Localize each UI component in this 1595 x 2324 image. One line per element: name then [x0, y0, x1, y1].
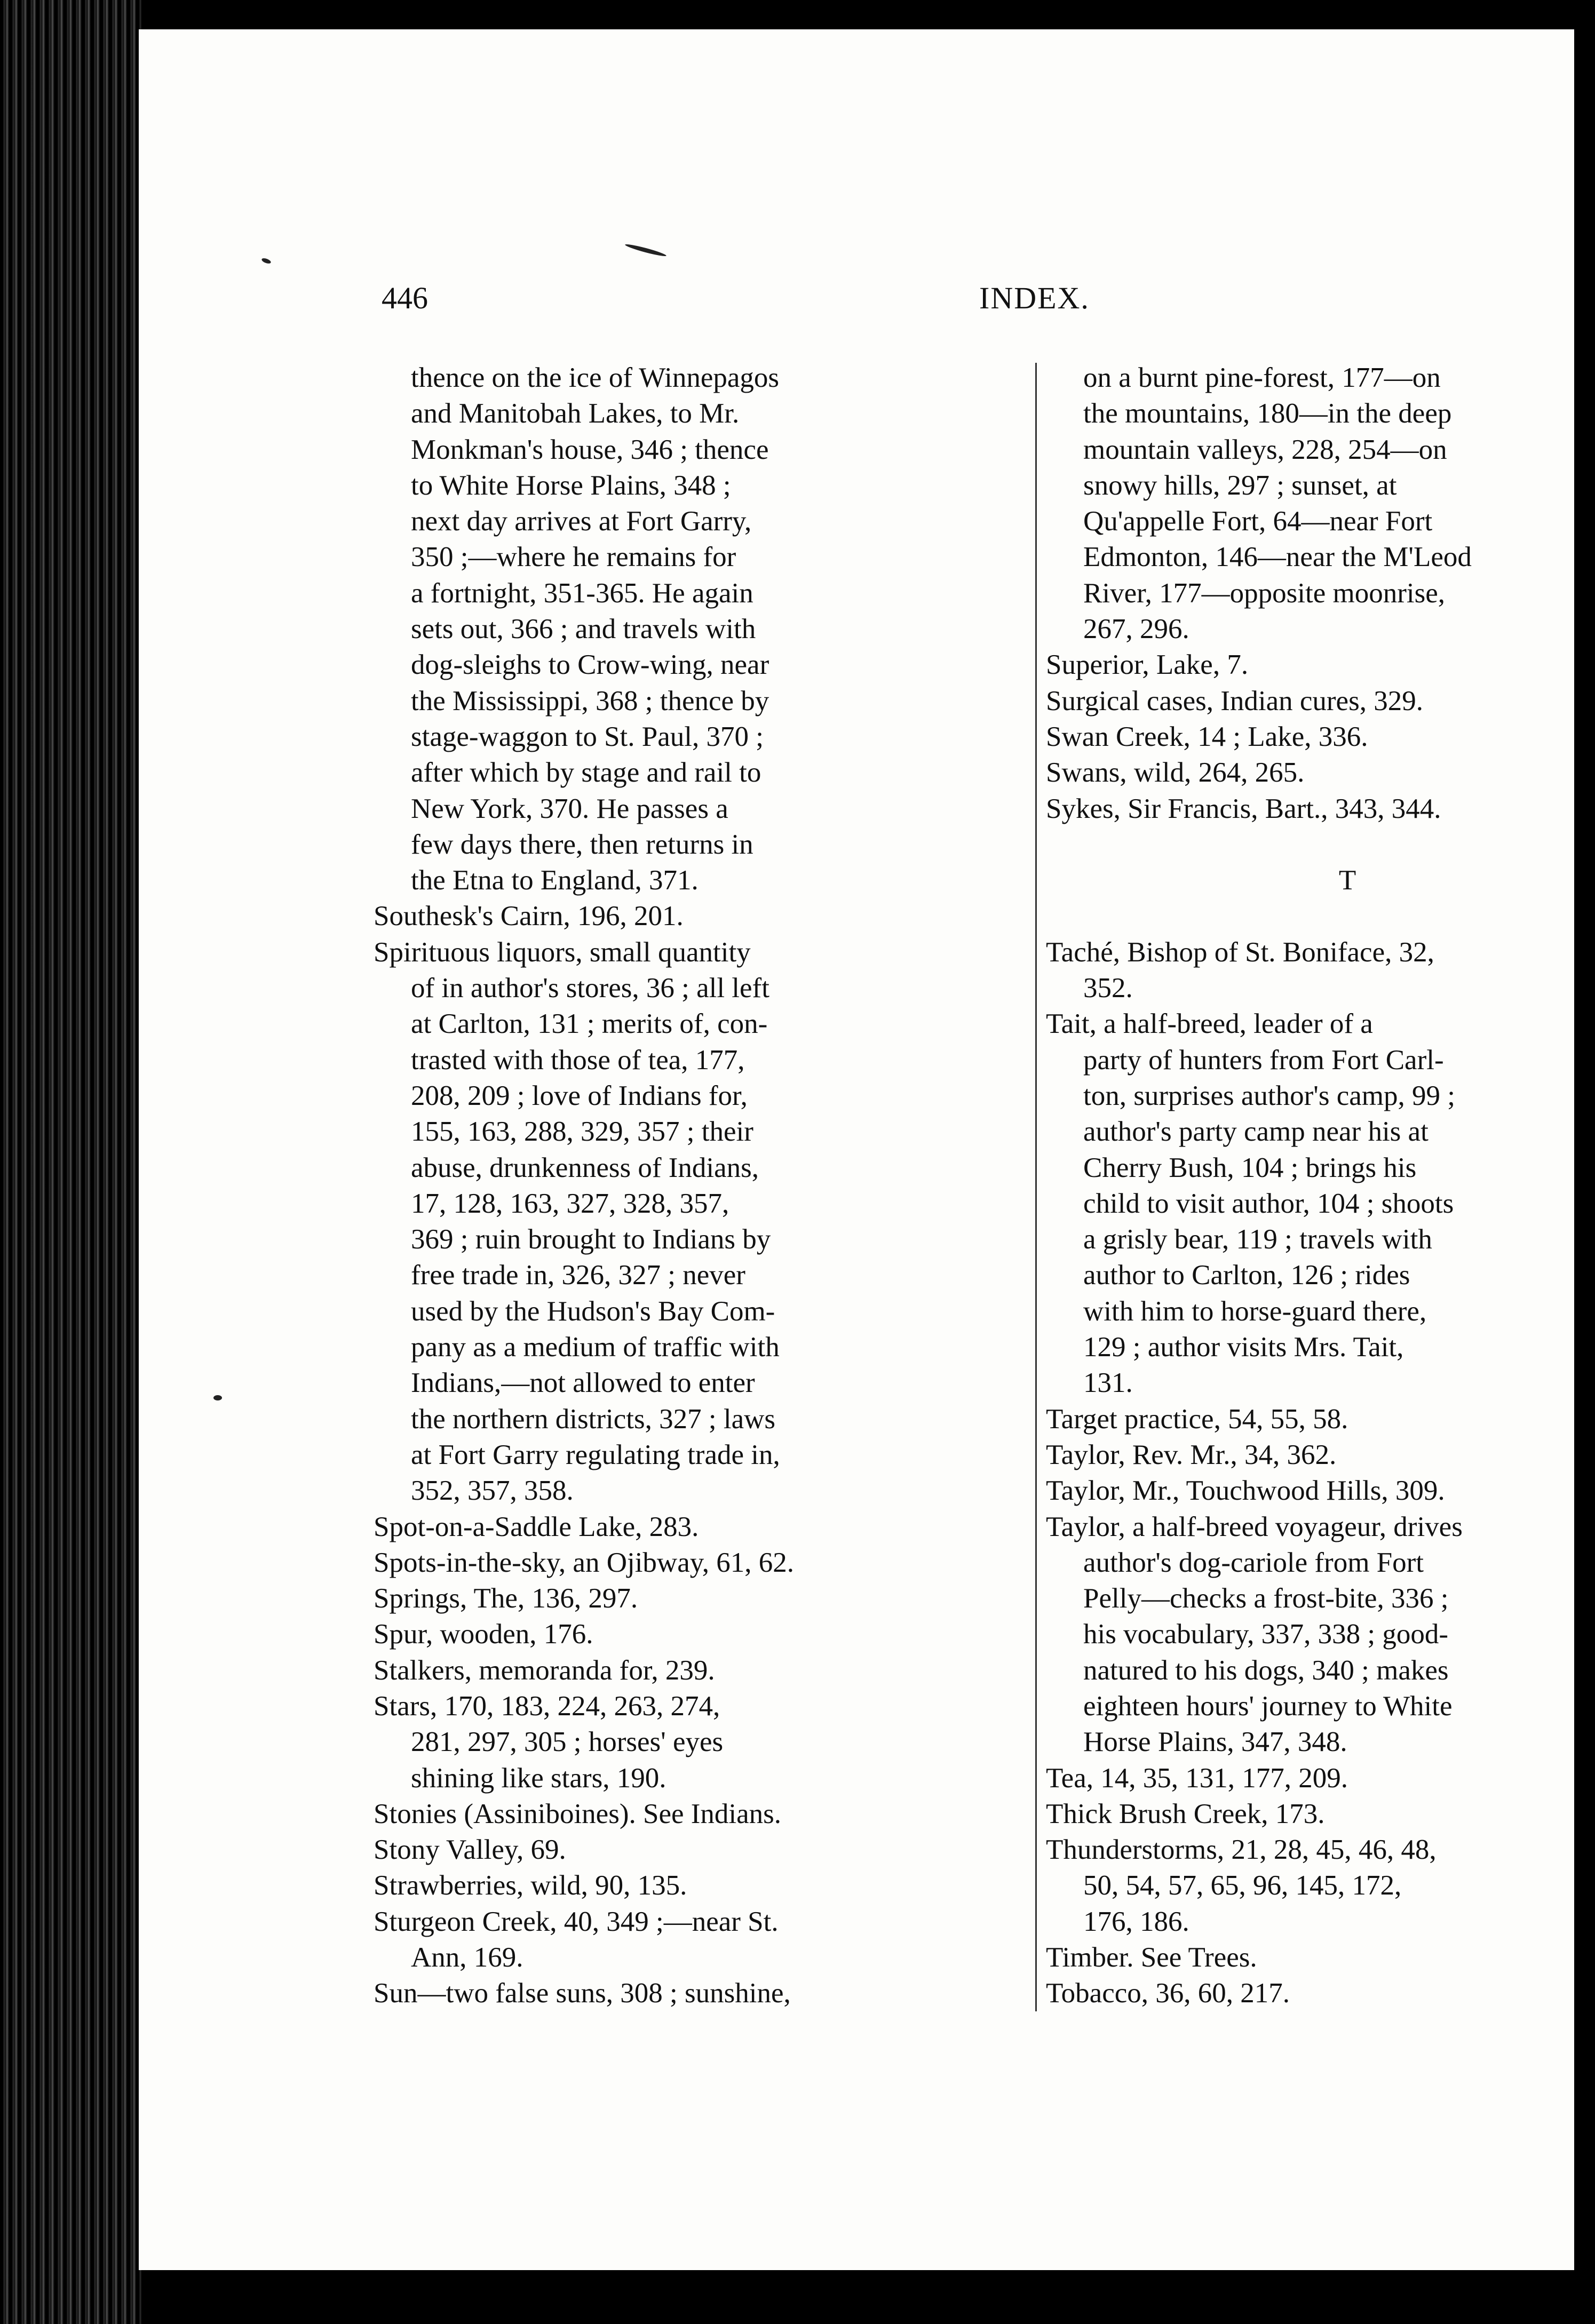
index-line: 352.	[1083, 973, 1133, 1004]
index-line: pany as a medium of traffic with	[411, 1332, 780, 1363]
index-line: a fortnight, 351-365. He again	[411, 577, 753, 609]
index-line: Edmonton, 146—near the M'Leod	[1083, 542, 1472, 573]
index-line: and Manitobah Lakes, to Mr.	[411, 398, 740, 429]
index-line: 131.	[1083, 1367, 1133, 1399]
column-divider	[1035, 363, 1037, 2011]
index-line: Spot-on-a-Saddle Lake, 283.	[374, 1511, 699, 1542]
page-number: 446	[382, 281, 428, 315]
index-line: abuse, drunkenness of Indians,	[411, 1152, 759, 1183]
scan-binding-shadow	[0, 0, 141, 2324]
index-line: Thick Brush Creek, 173.	[1046, 1798, 1325, 1829]
index-line: few days there, then returns in	[411, 829, 753, 860]
index-line: stage-waggon to St. Paul, 370 ;	[411, 721, 764, 752]
index-line: snowy hills, 297 ; sunset, at	[1083, 469, 1397, 501]
index-line: Sykes, Sir Francis, Bart., 343, 344.	[1046, 793, 1441, 824]
index-line: Swans, wild, 264, 265.	[1046, 757, 1305, 789]
index-line: Southesk's Cairn, 196, 201.	[374, 901, 684, 932]
index-line: at Fort Garry regulating trade in,	[411, 1439, 780, 1470]
index-line: Timber. See Trees.	[1046, 1942, 1257, 1973]
index-line: at Carlton, 131 ; merits of, con-	[411, 1008, 768, 1040]
index-line: Target practice, 54, 55, 58.	[1046, 1403, 1348, 1435]
index-line: Pelly—checks a frost-bite, 336 ;	[1083, 1583, 1449, 1614]
index-line: Cherry Bush, 104 ; brings his	[1083, 1152, 1417, 1183]
running-title: INDEX.	[979, 281, 1090, 315]
index-line: his vocabulary, 337, 338 ; good-	[1083, 1619, 1448, 1650]
index-line: Taché, Bishop of St. Boniface, 32,	[1046, 936, 1434, 968]
index-line: Thunderstorms, 21, 28, 45, 46, 48,	[1046, 1834, 1437, 1866]
index-line: Spots-in-the-sky, an Ojibway, 61, 62.	[374, 1547, 795, 1578]
index-line: Taylor, Rev. Mr., 34, 362.	[1046, 1439, 1337, 1470]
index-line: thence on the ice of Winnepagos	[411, 362, 780, 393]
index-line: Taylor, a half-breed voyageur, drives	[1046, 1511, 1463, 1542]
index-line: 352, 357, 358.	[411, 1475, 574, 1507]
index-line: Sturgeon Creek, 40, 349 ;—near St.	[374, 1906, 779, 1937]
section-letter: T	[1338, 865, 1356, 896]
index-line: the Etna to England, 371.	[411, 865, 699, 896]
index-line: shining like stars, 190.	[411, 1762, 666, 1794]
scan-right-edge	[1574, 0, 1595, 2324]
index-line: 369 ; ruin brought to Indians by	[411, 1224, 771, 1255]
index-line: the Mississippi, 368 ; thence by	[411, 685, 769, 717]
blank-line	[1046, 898, 1558, 934]
index-line: the mountains, 180—in the deep	[1083, 398, 1452, 429]
index-line: 129 ; author visits Mrs. Tait,	[1083, 1332, 1404, 1363]
book-page	[139, 29, 1574, 2270]
index-line: eighteen hours' journey to White	[1083, 1690, 1453, 1722]
index-line: with him to horse-guard there,	[1083, 1295, 1427, 1327]
index-line: a grisly bear, 119 ; travels with	[1083, 1224, 1432, 1255]
page-header	[139, 280, 1574, 323]
index-line: Horse Plains, 347, 348.	[1083, 1726, 1347, 1758]
index-line: 176, 186.	[1083, 1906, 1189, 1937]
index-line: free trade in, 326, 327 ; never	[411, 1260, 745, 1291]
index-line: Stalkers, memoranda for, 239.	[374, 1654, 715, 1686]
index-line: 208, 209 ; love of Indians for,	[411, 1080, 748, 1111]
index-line: Indians,—not allowed to enter	[411, 1367, 755, 1399]
index-line: 350 ;—where he remains for	[411, 542, 736, 573]
index-line: Spur, wooden, 176.	[374, 1619, 593, 1650]
index-line: on a burnt pine-forest, 177—on	[1083, 362, 1441, 393]
index-line: author to Carlton, 126 ; rides	[1083, 1260, 1410, 1291]
index-column-left	[374, 360, 1025, 2012]
index-column-right	[1046, 360, 1558, 2012]
index-line: 281, 297, 305 ; horses' eyes	[411, 1726, 724, 1758]
index-line: Tobacco, 36, 60, 217.	[1046, 1978, 1290, 2009]
index-line: Tea, 14, 35, 131, 177, 209.	[1046, 1762, 1348, 1794]
index-line: next day arrives at Fort Garry,	[411, 506, 752, 537]
index-line: Stars, 170, 183, 224, 263, 274,	[374, 1690, 720, 1722]
index-line: Springs, The, 136, 297.	[374, 1583, 638, 1614]
blank-line	[1046, 827, 1558, 863]
index-line: 50, 54, 57, 65, 96, 145, 172,	[1083, 1870, 1402, 1901]
index-line: mountain valleys, 228, 254—on	[1083, 434, 1447, 465]
scan-speck	[624, 243, 666, 258]
index-line: River, 177—opposite moonrise,	[1083, 577, 1445, 609]
index-line: to White Horse Plains, 348 ;	[411, 469, 731, 501]
index-line: 17, 128, 163, 327, 328, 357,	[411, 1188, 729, 1219]
index-line: Spirituous liquors, small quantity	[374, 936, 751, 968]
index-line: sets out, 366 ; and travels with	[411, 614, 756, 645]
index-line: used by the Hudson's Bay Com-	[411, 1295, 775, 1327]
index-line: party of hunters from Fort Carl-	[1083, 1044, 1444, 1076]
index-line: natured to his dogs, 340 ; makes	[1083, 1654, 1449, 1686]
index-line: Stony Valley, 69.	[374, 1834, 566, 1866]
scan-speck	[261, 257, 272, 265]
index-line: dog-sleighs to Crow-wing, near	[411, 649, 769, 681]
index-line: Ann, 169.	[411, 1942, 523, 1973]
index-line: trasted with those of tea, 177,	[411, 1044, 745, 1076]
index-line: 267, 296.	[1083, 614, 1189, 645]
index-line: Surgical cases, Indian cures, 329.	[1046, 685, 1423, 717]
index-line: Taylor, Mr., Touchwood Hills, 309.	[1046, 1475, 1445, 1507]
index-line: author's party camp near his at	[1083, 1116, 1429, 1148]
index-line: 155, 163, 288, 329, 357 ; their	[411, 1116, 753, 1148]
index-line: child to visit author, 104 ; shoots	[1083, 1188, 1454, 1219]
scan-speck	[213, 1395, 222, 1400]
index-line: Tait, a half-breed, leader of a	[1046, 1008, 1373, 1040]
index-line: the northern districts, 327 ; laws	[411, 1403, 775, 1435]
index-line: after which by stage and rail to	[411, 757, 761, 789]
index-line: Sun—two false suns, 308 ; sunshine,	[374, 1978, 791, 2009]
index-line: New York, 370. He passes a	[411, 793, 728, 824]
index-line: Qu'appelle Fort, 64—near Fort	[1083, 506, 1433, 537]
index-line: Swan Creek, 14 ; Lake, 336.	[1046, 721, 1368, 752]
index-line: Stonies (Assiniboines). See Indians.	[374, 1798, 782, 1829]
index-line: ton, surprises author's camp, 99 ;	[1083, 1080, 1455, 1111]
index-line: Strawberries, wild, 90, 135.	[374, 1870, 687, 1901]
index-line: of in author's stores, 36 ; all left	[411, 973, 769, 1004]
index-line: Monkman's house, 346 ; thence	[411, 434, 769, 465]
index-line: author's dog-cariole from Fort	[1083, 1547, 1424, 1578]
index-line: Superior, Lake, 7.	[1046, 649, 1249, 681]
